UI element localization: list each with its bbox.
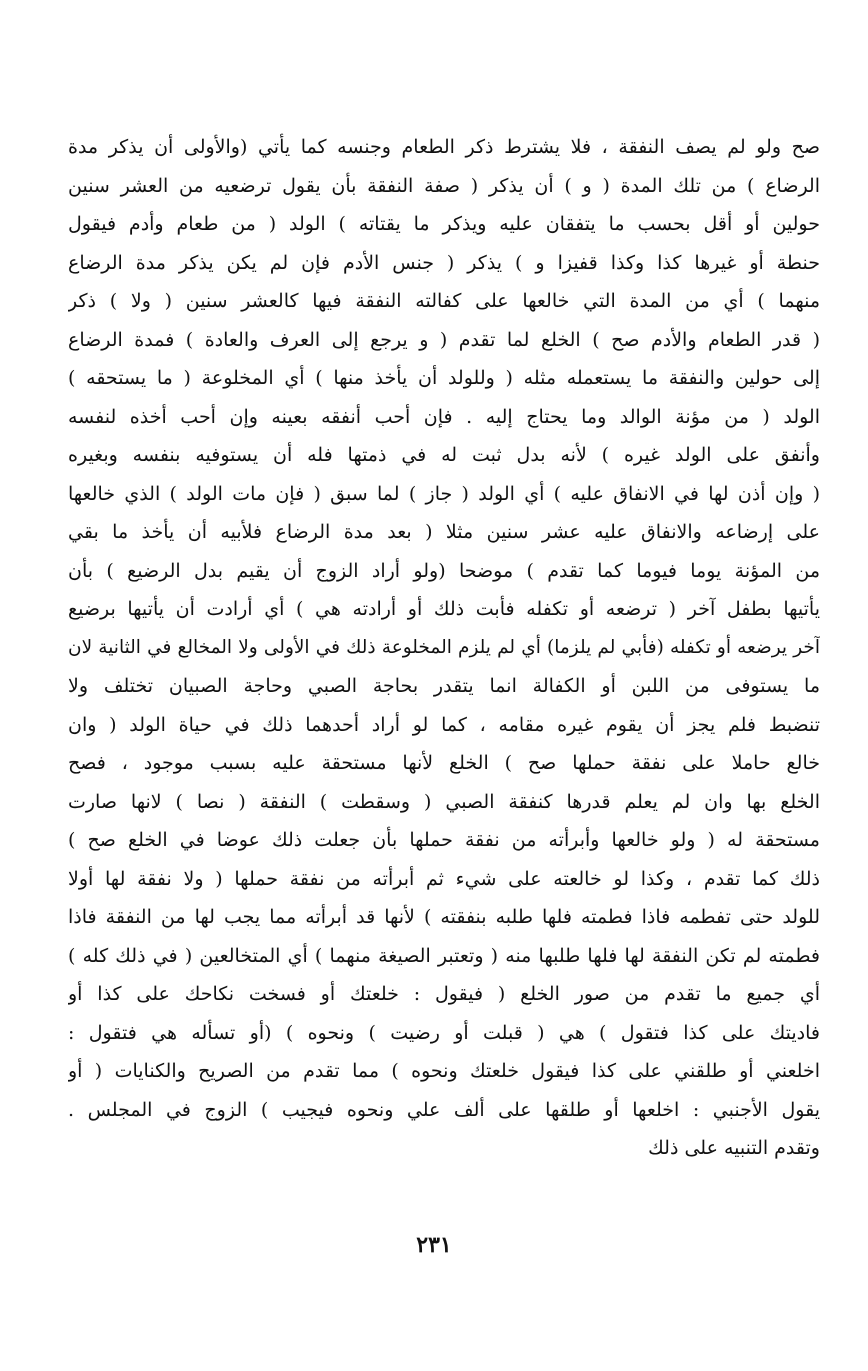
text-line: تنضبط فلم يجز أن يقوم غيره مقامه ، كما لو أراد أحدهما ذلك في حياة الولد ( وان [68, 713, 820, 736]
text-line: منهما ) أي من المدة التي خالعها على كفالته النفقة فيها كالعشر سنين ( ولا ) ذكر [68, 290, 820, 312]
text-line: صح ولو لم يصف النفقة ، فلا يشترط ذكر الطعام وجنسه كما يأتي (والأولى أن يذكر مدة [68, 136, 820, 158]
text-line: فاديتك على كذا فتقول ) هي ( قبلت أو رضيت ) ونحوه ) (أو تسأله هي فتقول : [68, 1021, 820, 1044]
text-line: ما يستوفى من اللبن أو الكفالة انما يتقدر بحاجة الصبي وحاجة الصبيان تختلف ولا [68, 675, 820, 697]
text-line: خالع حاملا على نفقة حملها صح ) الخلع لأنها مستحقة عليه بسبب موجود ، فصح [68, 752, 820, 774]
body-text [68, 128, 820, 1168]
text-line: من المؤنة يوما فيوما كما تقدم ) موضحا (ولو أراد الزوج أن يقيم بدل الرضيع ) بأن [68, 559, 820, 582]
text-line: يأتيها بطفل آخر ( ترضعه أو تكفله فأبت ذلك أو أرادته هي ) أي أرادت أن يأتيها برضيع [68, 598, 820, 620]
text-line: أي جميع ما تقدم من صور الخلع ( فيقول : خلعتك أو فسخت نكاحك على كذا أو [68, 983, 820, 1005]
text-line: حولين أو أقل بحسب ما يتفقان عليه ويذكر ما يقتاته ) الولد ( من طعام وأدم فيقول [68, 213, 820, 235]
text-line: الخلع بها وان لم يعلم قدرها كنفقة الصبي ( وسقطت ) النفقة ( نصا ) لانها صارت [68, 790, 820, 813]
text-line: الرضاع ) من تلك المدة ( و ) أن يذكر ( صفة النفقة بأن يقول ترضعيه من العشر سنين [68, 174, 820, 197]
text-line: ذلك كما تقدم ، وكذا لو خالعته على شيء ثم أبرأته من نفقة حملها ( ولا نفقة لها أولا [68, 867, 820, 890]
text-line: يقول الأجنبي : اخلعها أو طلقها على ألف علي ونحوه فيجيب ) الزوج في المجلس . [68, 1098, 820, 1121]
text-line: ( قدر الطعام والأدم صح ) الخلع لما تقدم ( و يرجع إلى العرف والعادة ) فمدة الرضاع [68, 328, 820, 351]
text-line: إلى حولين والنفقة ما يستعمله مثله ( وللولد أن يأخذ منها ) أي المخلوعة ( ما يستحقه ) [68, 367, 820, 389]
text-line: حنطة أو غيرها كذا وكذا قفيزا و ) يذكر ( جنس الأدم فإن لم يكن يذكر مدة الرضاع [68, 251, 820, 274]
text-line: ( وإن أذن لها في الانفاق عليه ) أي الولد ( جاز ) لما سبق ( فإن مات الولد ) الذي خالعها [68, 482, 820, 505]
text-line: وأنفق على الولد غيره ) لأنه بدل ثبت له في ذمتها فله أن يستوفيه بنفسه وبغيره [68, 444, 820, 466]
text-line: فطمته لم تكن النفقة لها فلها طلبها منه ( وتعتبر الصيغة منهما ) أي المتخالعين ( في ذلك كله ) [68, 944, 820, 967]
text-line: اخلعني أو طلقني على كذا فيقول خلعتك ونحوه ) مما تقدم من الصريح والكنايات ( أو [68, 1060, 820, 1082]
text-line: مستحقة له ( ولو خالعها وأبرأته من نفقة حملها بأن جعلت ذلك عوضا في الخلع صح ) [68, 829, 820, 851]
page-number: ٢٣١ [416, 1232, 452, 1258]
text-line: الولد ( من مؤنة الوالد وما يحتاج إليه . فإن أحب أنفقه بعينه وإن أحب أخذه لنفسه [68, 405, 820, 428]
text-line: وتقدم التنبيه على ذلك [648, 1137, 820, 1159]
text-line: آخر يرضعه أو تكفله (فأبي لم يلزما) أي لم يلزم المخلوعة ذلك في الأولى ولا المخالع في الثانية لان [68, 636, 820, 658]
text-line: للولد حتى تفطمه فاذا فطمته فلها طلبه بنفقته ) لأنها قد أبرأته مما يجب لها من النفقة فاذا [68, 906, 820, 928]
text-line: على إرضاعه والانفاق عليه عشر سنين مثلا ( بعد مدة الرضاع فلأبيه أن يأخذ ما بقي [68, 521, 820, 543]
